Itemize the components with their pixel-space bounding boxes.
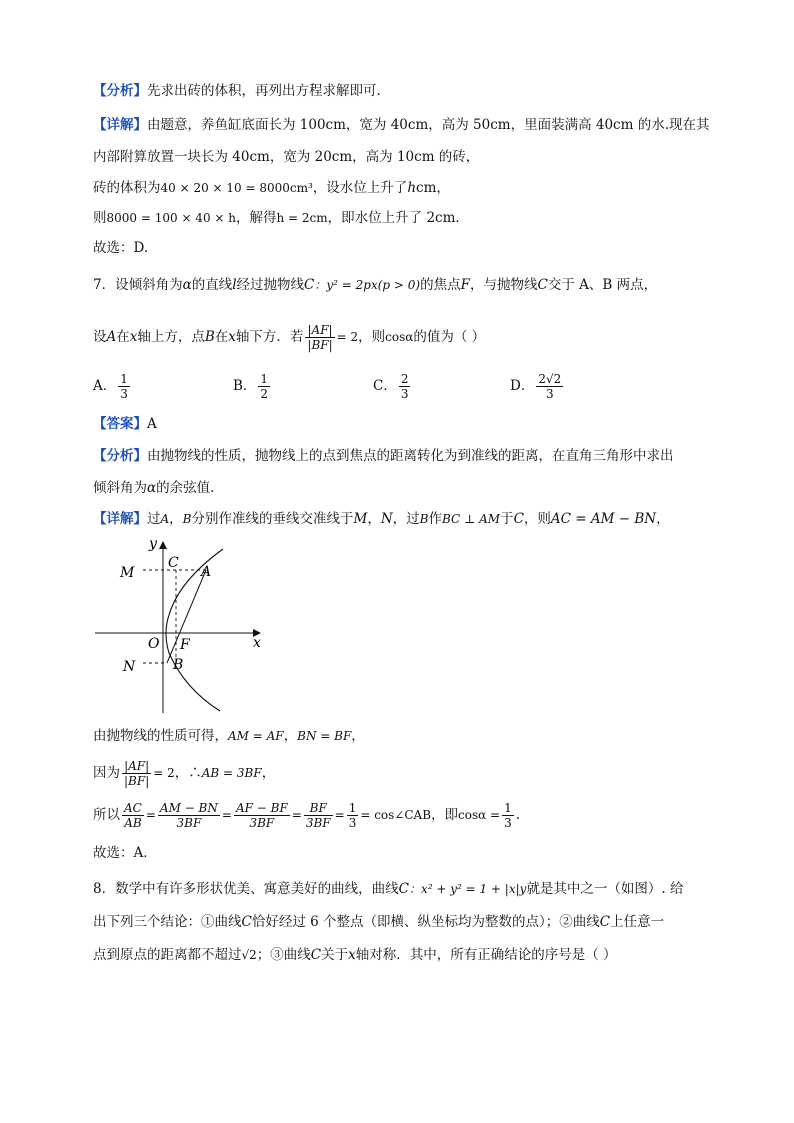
prev-detail-line-2	[93, 147, 479, 167]
text: 交于 A、B 两点，	[547, 277, 658, 293]
math-equation: 8000 = 100 × 40 × h	[106, 211, 236, 225]
math-alpha: α	[147, 480, 157, 496]
text: ，	[283, 728, 298, 744]
q8-stem-line-3	[93, 945, 617, 965]
numerator: 2	[400, 372, 409, 386]
choice-label: C．	[373, 378, 397, 394]
math-A: A	[106, 329, 117, 345]
denominator: 2	[260, 387, 269, 401]
text: ，即水位上升了 2cm．	[327, 210, 469, 226]
answer-value: A	[147, 416, 157, 432]
numerator: 1	[120, 372, 128, 386]
math-N: N	[380, 511, 393, 527]
math-parabola-equation: ：y² = 2px(p > 0)	[314, 278, 421, 292]
choice-fraction	[536, 372, 563, 401]
text: 上任意一	[610, 914, 665, 930]
choice-d[interactable]	[510, 372, 565, 401]
fraction-af-bf	[234, 801, 290, 830]
text: ，过	[392, 511, 420, 527]
text: ，	[261, 765, 276, 781]
math-sqrt2: √2	[241, 948, 257, 962]
choice-label: D．	[510, 378, 535, 394]
math-ab-3bf: AB = 3BF	[201, 766, 262, 780]
text: 就是其中之一（如图）. 给	[526, 881, 684, 897]
detail-text: 内部附算放置一块长为 40cm，宽为 20cm，高为 10cm 的砖，	[93, 149, 480, 165]
text: 恰好经过 6 个整点（即横、纵坐标均为整数的点）；②曲线	[251, 914, 600, 930]
math-C: C	[241, 914, 252, 930]
denominator: 3	[504, 816, 512, 830]
math-x: x	[129, 329, 138, 345]
text: 轴上方，点	[137, 329, 205, 345]
label-o: O	[148, 636, 160, 652]
q7-final-line	[93, 843, 157, 863]
denominator: 3BF	[305, 816, 331, 830]
text: 由抛物线的性质可得，	[93, 728, 228, 744]
q7-analysis-line-1	[93, 446, 674, 466]
text: 砖的体积为	[93, 180, 161, 196]
math-C: C	[537, 277, 548, 293]
text: 的焦点	[420, 277, 461, 293]
label-b: B	[173, 657, 184, 673]
math-C: C	[599, 914, 611, 930]
math-cos-cab: = cos∠CAB	[360, 808, 432, 822]
text: ；③曲线	[256, 947, 311, 963]
text: ，	[169, 511, 183, 527]
y-axis-arrow	[159, 541, 167, 549]
text: 轴下方．若	[235, 329, 304, 345]
choice-b[interactable]	[233, 372, 272, 401]
detail-tag: 【详解】	[93, 117, 147, 133]
text: 倾斜角为	[93, 480, 147, 496]
label-m: M	[120, 565, 135, 581]
numerator: BF	[304, 801, 333, 816]
text: ，则	[358, 329, 386, 345]
numerator: 1	[260, 372, 269, 386]
label-a: A	[201, 564, 212, 580]
math-l: l	[232, 277, 237, 293]
numerator: AF − BF	[235, 801, 288, 815]
text: 的直线	[191, 277, 233, 293]
math-h: h	[407, 180, 417, 196]
text: ，设水位上升了	[312, 180, 408, 196]
prev-detail-line-3	[93, 178, 450, 198]
q8-stem-line-2	[93, 912, 664, 932]
text: 作	[428, 511, 442, 527]
math-F: F	[460, 277, 470, 293]
text: ，解得	[236, 210, 277, 226]
text: 8．数学中有许多形状优美、寓意美好的曲线，曲线	[93, 881, 399, 897]
numerator: |AF|	[305, 323, 334, 338]
math-cos-alpha: cosα =	[458, 808, 501, 822]
text: 所以	[93, 807, 120, 823]
q7-property-line	[93, 726, 365, 746]
text: ，∴	[174, 765, 202, 781]
numerator: |AF|	[122, 759, 151, 774]
fraction-bf-3bf	[304, 801, 333, 830]
q7-answer-line	[93, 414, 157, 434]
text: 点到原点的距离都不超过	[93, 947, 242, 963]
math-bn-bf: BN = BF	[297, 729, 352, 743]
fraction-one-third	[347, 801, 359, 830]
fraction-one-third	[502, 801, 514, 830]
prev-answer-line	[93, 238, 148, 258]
text: 设	[93, 329, 107, 345]
math-volume: 40 × 20 × 10 = 8000cm³	[160, 181, 313, 195]
choice-fraction	[399, 372, 411, 401]
ratio-fraction	[305, 323, 334, 352]
analysis-text: 先求出砖的体积，再列出方程求解即可.	[147, 83, 381, 99]
analysis-tag: 【分析】	[93, 448, 147, 464]
math-C: C	[310, 947, 322, 963]
text: 的余弦值.	[156, 480, 215, 496]
q7-detail-line	[93, 509, 670, 529]
numerator: 2√2	[538, 372, 562, 386]
prev-detail-line-1	[93, 115, 710, 135]
denominator: 3	[348, 816, 357, 830]
math-am-af: AM = AF	[228, 729, 284, 743]
detail-tag: 【详解】	[93, 511, 147, 527]
math-B: B	[419, 512, 429, 526]
answer-text: 故选：D.	[93, 240, 149, 256]
math-eq2: = 2	[153, 766, 175, 780]
text: 的值为（ ）	[413, 329, 486, 345]
equals: =	[145, 808, 156, 822]
math-eq2: = 2	[336, 330, 359, 344]
math-cos-alpha: cosα	[385, 330, 414, 344]
text: 分别作准线的垂线交准线于	[191, 511, 354, 527]
numerator: AM − BN	[159, 801, 218, 815]
label-n: N	[123, 659, 136, 675]
text: 在	[214, 329, 229, 345]
text: .	[515, 807, 521, 823]
math-curve-equation: ：x² + y² = 1 + |x|y	[408, 882, 527, 896]
text: 经过抛物线	[236, 277, 305, 293]
text: 于	[500, 511, 514, 527]
label-f: F	[180, 637, 190, 653]
fraction-ac-ab	[122, 801, 144, 830]
math-ac-equation: AC = AM − BN	[550, 511, 657, 527]
q7-because-line	[93, 756, 275, 790]
math-x: x	[228, 329, 236, 345]
numerator: 1	[504, 801, 512, 815]
denominator: |BF|	[124, 774, 150, 788]
text: ，	[656, 511, 670, 527]
math-perpendicular: BC ⊥ AM	[441, 512, 501, 526]
choice-fraction	[258, 372, 270, 401]
q7-analysis-line-2	[93, 478, 214, 498]
denominator: 3BF	[249, 816, 275, 830]
fraction-am-bn	[158, 801, 220, 830]
denominator: 3	[400, 387, 409, 401]
text: ，	[351, 728, 365, 744]
text: 则	[93, 210, 107, 226]
choice-fraction	[118, 372, 130, 401]
q7-so-line	[93, 796, 520, 834]
denominator: 3	[120, 387, 128, 401]
detail-text: 由题意，养鱼缸底面长为 100cm，宽为 40cm，高为 50cm，里面装满高 40cm 的水.现在其	[147, 117, 710, 133]
math-B: B	[182, 512, 192, 526]
label-c: C	[168, 555, 179, 571]
choice-label: A．	[93, 378, 117, 394]
text: ，则	[523, 511, 551, 527]
math-C: C	[304, 277, 315, 293]
q8-stem-line-1	[93, 879, 684, 899]
q7-stem-line-1	[93, 275, 657, 295]
equals: =	[221, 808, 232, 822]
numerator: 1	[348, 801, 357, 815]
denominator: |BF|	[307, 338, 333, 352]
parabola-figure	[93, 537, 268, 717]
text: ，	[367, 511, 381, 527]
answer-tag: 【答案】	[93, 416, 147, 432]
ratio-fraction	[122, 759, 151, 788]
math-solution: h = 2cm	[276, 211, 328, 225]
text: ，即	[431, 807, 459, 823]
text: 轴对称．其中，所有正确结论的序号是（ ）	[355, 947, 617, 963]
prev-analysis-line	[93, 81, 381, 101]
math-A: A	[160, 512, 170, 526]
text: 关于	[321, 947, 349, 963]
choice-label: B．	[233, 378, 257, 394]
label-x: x	[253, 635, 261, 651]
denominator: 3BF	[176, 816, 202, 830]
math-alpha: α	[182, 277, 192, 293]
choice-c[interactable]	[373, 372, 412, 401]
q7-stem-line-2	[93, 320, 485, 354]
final-answer: 故选：A．	[93, 845, 157, 861]
label-y: y	[149, 537, 157, 552]
math-B: B	[204, 329, 215, 345]
math-C: C	[513, 511, 524, 527]
denominator: AB	[124, 816, 142, 830]
text: 因为	[93, 765, 120, 781]
math-x: x	[348, 947, 356, 963]
text: 在	[116, 329, 130, 345]
analysis-text: 由抛物线的性质，抛物线上的点到焦点的距离转化为到准线的距离，在直角三角形中求出	[147, 448, 674, 464]
denominator: 3	[545, 387, 554, 401]
parabola-curve	[166, 549, 223, 711]
equals: =	[334, 808, 345, 822]
text: cm，	[416, 180, 450, 196]
analysis-tag: 【分析】	[93, 83, 147, 99]
numerator: AC	[124, 801, 142, 815]
prev-detail-line-4	[93, 208, 469, 228]
math-M: M	[353, 511, 368, 527]
text: 7．设倾斜角为	[93, 277, 183, 293]
math-C: C	[398, 881, 409, 897]
text: 过	[147, 511, 161, 527]
equals: =	[291, 808, 302, 822]
text: ，与抛物线	[470, 277, 538, 293]
choice-a[interactable]	[93, 372, 132, 401]
text: 出下列三个结论：①曲线	[93, 914, 242, 930]
